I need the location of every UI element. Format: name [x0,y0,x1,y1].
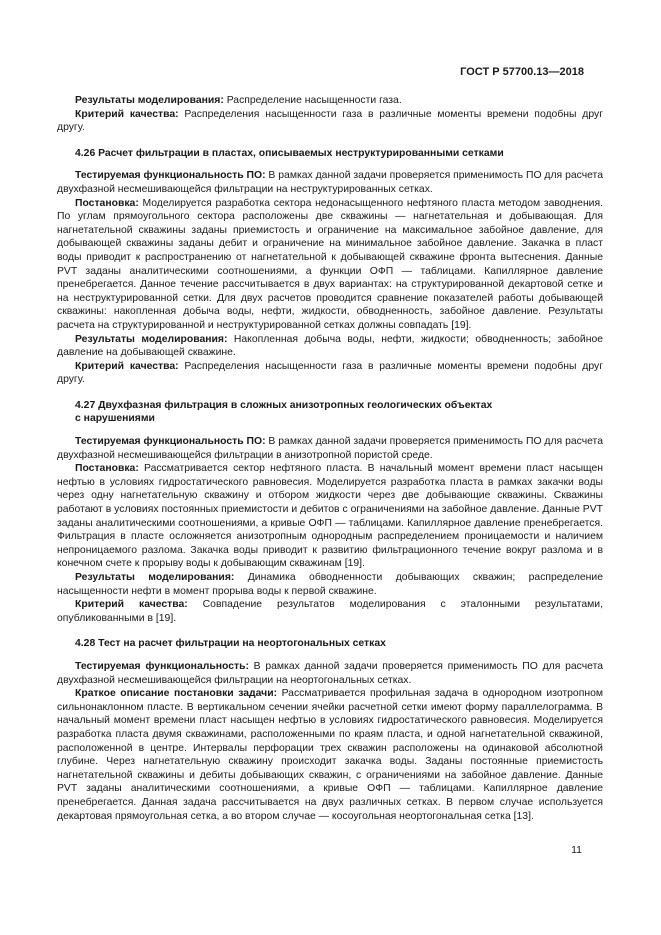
s426-tested: Тестируемая функциональность ПО: В рамках данной задачи проверяется применимость ПО для расчета двухфазной несмешивающейся фильтрации на неструктурированных сетках. [57,170,603,195]
section-4-26-heading: 4.26 Расчет фильтрации в пластах, описываемых неструктурированными сетками [75,147,504,159]
document-code: ГОСТ Р 57700.13—2018 [460,66,584,78]
s428-tested: Тестируемая функциональность: В рамках данной задачи проверяется применимость ПО для расчета двухфазной несмешивающейся фильтрации на неортогональных сетках. [57,660,603,686]
s428-setup: Краткое описание постановки задачи: Рассматривается профильная задача в однородном изотропном сильнонаклонном пласте. В вертикальном сечении ячейки расчетной сетки имеют форму параллелограмма. В начальный момент времени пласт насыщен нефтью в условиях гидростатического равновесия. Моделируется разработка пласта двумя скважинами, расположенными по краям пласта, и одной нагнетательной скважиной, расположенной в центре. Интервалы перфорации трех скважин расположены на одинаковой абсолютной глубине. Через нагнетательную скважину происходит закачка воды. Заданы постоянные приемистость нагнетательной скважины и дебиты добывающих скважин, с ограничениями на забойное давление. Данные PVT заданы аналитическими соотношениями, а кривые ОФП — таблицами. Капиллярное давление пренебрегается. Данная задача рассчитывается на двух различных сетках. В первом случае используется декартовая прямоугольная сетка, а во втором случае — косоугольная неортогональная сетка [13]. [57,688,603,822]
page-content [57,94,603,823]
page-number: 11 [571,844,582,856]
s427-criterion: Критерий качества: Совпадение результатов моделирования с эталонными результатами, опубликованными в [19]. [57,599,603,624]
s427-tested: Тестируемая функциональность ПО: В рамках данной задачи проверяется применимость ПО для расчета двухфазной несмешивающейся фильтрации в анизотропной пористой среде. [57,436,603,461]
intro-results: Результаты моделирования: Распределение насыщенности газа. [75,95,402,106]
intro-criterion: Критерий качества: Распределения насыщенности газа в различные моменты времени подобны друг другу. [57,108,603,134]
section-4-27-heading-line2: с нарушениями [75,413,155,425]
s426-results: Результаты моделирования: Накопленная добыча воды, нефти, жидкости; обводненность; забойное давление на добывающей скважине. [57,333,603,359]
s426-criterion: Критерий качества: Распределения насыщенности газа в различные моменты времени подобны друг другу. [57,360,603,386]
section-4-28-heading: 4.28 Тест на расчет фильтрации на неортогональных сетках [75,638,386,650]
section-4-27-heading-line1: 4.27 Двухфазная фильтрация в сложных анизотропных геологических объектах [75,399,493,411]
s426-setup: Постановка: Моделируется разработка сектора недонасыщенного нефтяного пласта методом заводнения. По углам прямоугольного сектора расположены две скважины — нагнетательная и добывающая. Для нагнетательной скважины заданы приемистость и ограничение на максимальное забойное давление, для добывающей скважины заданы дебит и ограничение на минимальное забойное давление. Закачка в пласт воды приводит к распространению от нагнетательной к добывающей скважине фронта вытеснения. Данные PVT заданы аналитическими соотношениями, а функции ОФП — таблицами. Капиллярное давление пренебрегается. Данное течение рассчитывается в двух вариантах: на структурированной декартовой сетке и на неструктурированной сетки. Для двух расчетов проводится сравнение показателей работы добывающей скважины: накопленная добыча воды, нефти, жидкости, обводненность, забойное давление. Результаты расчета на структурированной и неструктурированной сетках должны совпадать [19]. [57,197,603,331]
s427-setup: Постановка: Рассматривается сектор нефтяного пласта. В начальный момент времени пласт насыщен нефтью в условиях гидростатического равновесия. Моделируется разработка пласта в рамках закачки воды через одну нагнетательную скважину и отбором жидкости через две добывающие скважины. Скважины работают в условиях постоянных приемистости и дебитов с ограничениями на забойное давление. Данные PVT заданы аналитическими соотношениями, а кривые ОФП — таблицами. Капиллярное давление пренебрегается. Фильтрация в пласте осложняется анизотропным однородным распределением проницаемости и наличием непроницаемого разлома. Закачка воды приводит к развитию фильтрационного течение вокруг разлома и в конечном счете к прорыву воды к добывающим скважинам [19]. [57,463,603,570]
s427-results: Результаты моделирования: Динамика обводненности добывающих скважин; распределение насыщенности нефти в момент прорыва воды к первой скважине. [57,572,604,597]
